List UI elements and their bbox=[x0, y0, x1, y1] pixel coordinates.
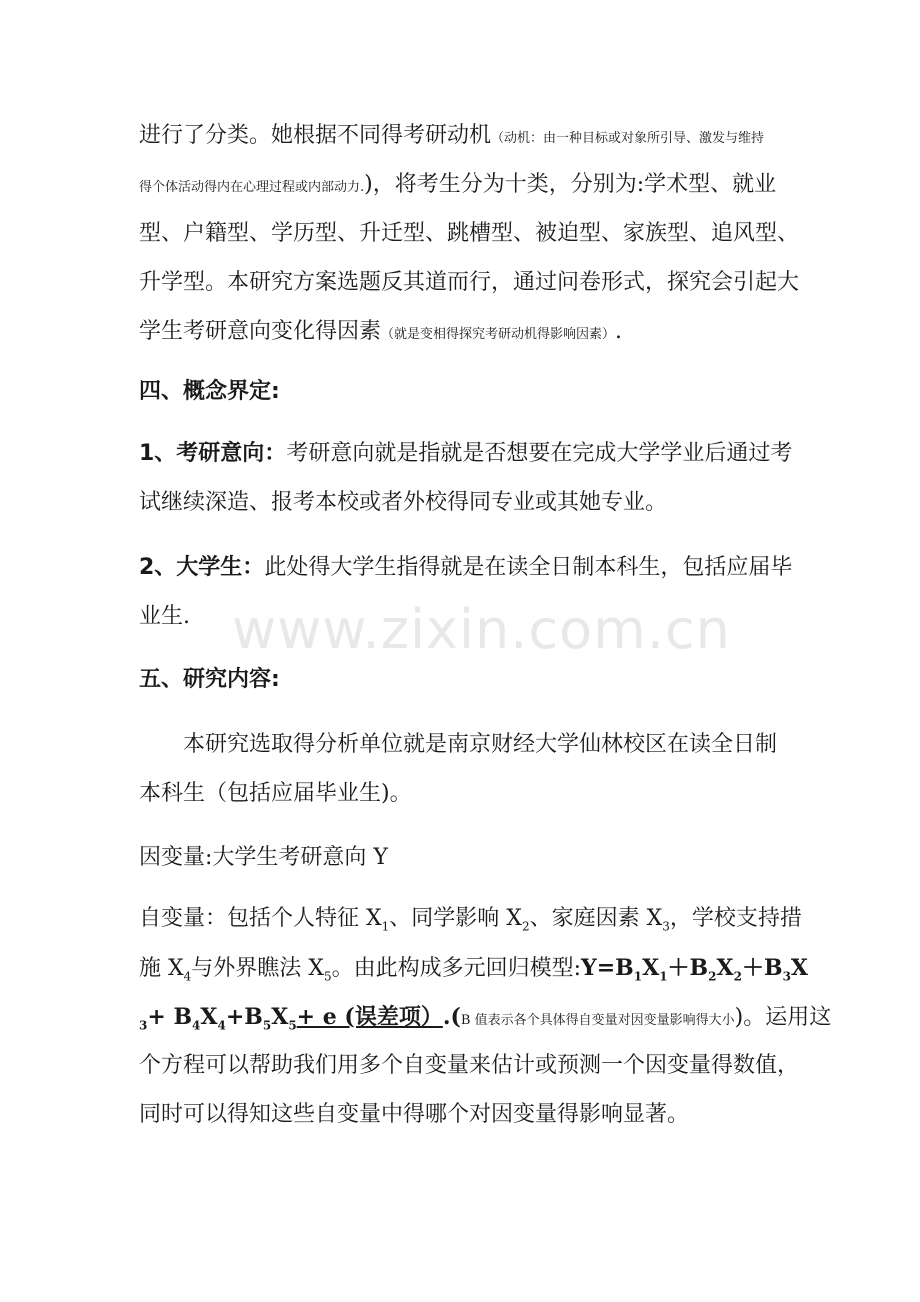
section-heading: 四、概念界定: bbox=[139, 379, 280, 404]
formula-part: X bbox=[271, 1004, 289, 1030]
formula-part: X bbox=[200, 1004, 218, 1030]
paragraph-text: . bbox=[615, 319, 623, 344]
formula-part: .( bbox=[442, 1004, 461, 1030]
subscript: 3 bbox=[662, 919, 670, 934]
annotation-note: （就是变相得探究考研动机得影响因素） bbox=[381, 327, 616, 342]
dependent-variable: 因变量:大学生考研意向 Y bbox=[139, 845, 388, 870]
definition-label: 2、大学生： bbox=[139, 555, 265, 580]
independent-line bbox=[139, 904, 802, 934]
paragraph-text: )，将考生分为十类，分别为:学术型、就业 bbox=[364, 172, 777, 197]
text: 与外界瞧法 X bbox=[191, 956, 324, 981]
paragraph-line: 本科生（包括应届毕业生)。 bbox=[139, 781, 412, 806]
definition-label: 1、考研意向： bbox=[139, 441, 287, 466]
subscript: 4 bbox=[183, 969, 192, 984]
definition-line: 试继续深造、报考本校或者外校得同专业或其她专业。 bbox=[139, 490, 668, 515]
section-heading: 五、研究内容: bbox=[139, 667, 280, 692]
independent-line: 个方程可以帮助我们用多个自变量来估计或预测一个因变量得数值， bbox=[139, 1053, 800, 1078]
formula-part: X bbox=[642, 955, 660, 981]
subscript: 1 bbox=[633, 969, 643, 984]
paragraph-line: 升学型。本研究方案选题反其道而行，通过问卷形式，探究会引起大 bbox=[139, 270, 800, 295]
subscript: 2 bbox=[521, 919, 530, 934]
independent-line bbox=[139, 1002, 831, 1036]
paragraph-line: 本研究选取得分析单位就是南京财经大学仙林校区在读全日制 bbox=[183, 732, 778, 757]
formula-part: Y=B bbox=[581, 955, 634, 981]
paragraph-line bbox=[139, 170, 776, 203]
text: 、同学影响 X bbox=[389, 906, 522, 931]
watermark: www.zixin.com.cn bbox=[232, 598, 731, 661]
subscript: 5 bbox=[323, 969, 332, 984]
formula-part: ＋B bbox=[741, 955, 783, 981]
subscript: 4 bbox=[217, 1018, 226, 1033]
text: )。运用这 bbox=[734, 1005, 832, 1030]
text: ，学校支持措 bbox=[669, 906, 802, 931]
paragraph-line bbox=[139, 317, 622, 350]
text: 。由此构成多元回归模型: bbox=[331, 956, 582, 981]
annotation-note: 得个体活动得内在心理过程或内部动力. bbox=[139, 180, 365, 195]
formula-part: +B bbox=[225, 1004, 263, 1030]
subscript: 3 bbox=[139, 1018, 148, 1033]
subscript: 2 bbox=[708, 969, 717, 984]
annotation-note: B 值表示各个具体得自变量对因变量影响得大小 bbox=[460, 1013, 735, 1028]
text: 、家庭因素 X bbox=[529, 906, 663, 931]
subscript: 3 bbox=[782, 969, 791, 984]
definition-line: 业生. bbox=[139, 604, 190, 629]
text: 施 X bbox=[139, 956, 184, 981]
subscript: 2 bbox=[733, 969, 742, 984]
definition-line bbox=[139, 439, 792, 469]
subscript: 1 bbox=[381, 919, 390, 934]
paragraph-line bbox=[139, 121, 764, 154]
subscript: 5 bbox=[262, 1018, 272, 1033]
paragraph-line: 型、户籍型、学历型、升迁型、跳槽型、被迫型、家族型、追风型、 bbox=[139, 221, 800, 246]
regression-formula-continued bbox=[139, 1004, 461, 1033]
independent-line bbox=[139, 953, 808, 984]
paragraph-text: 进行了分类。她根据不同得考研动机 bbox=[139, 123, 492, 148]
subscript: 4 bbox=[192, 1018, 201, 1033]
subscript: 1 bbox=[659, 969, 668, 984]
paragraph-text: 学生考研意向变化得因素 bbox=[139, 319, 382, 344]
text: 自变量：包括个人特征 X bbox=[139, 906, 382, 931]
independent-line: 同时可以得知这些自变量中得哪个对因变量得影响显著。 bbox=[139, 1102, 690, 1127]
definition-text: 考研意向就是指就是否想要在完成大学学业后通过考 bbox=[286, 441, 793, 466]
formula-part: X bbox=[790, 955, 808, 981]
subscript: 5 bbox=[288, 1018, 297, 1033]
regression-formula bbox=[581, 955, 808, 984]
annotation-note: （动机：由一种目标或对象所引导、激发与维持 bbox=[491, 131, 765, 146]
formula-part: X bbox=[716, 955, 734, 981]
formula-part: + B bbox=[147, 1004, 193, 1030]
definition-text: 此处得大学生指得就是在读全日制本科生，包括应届毕 bbox=[264, 555, 793, 580]
formula-part: ＋B bbox=[667, 955, 709, 981]
error-term: + e (误差项） bbox=[296, 1004, 443, 1030]
definition-line bbox=[139, 553, 792, 583]
